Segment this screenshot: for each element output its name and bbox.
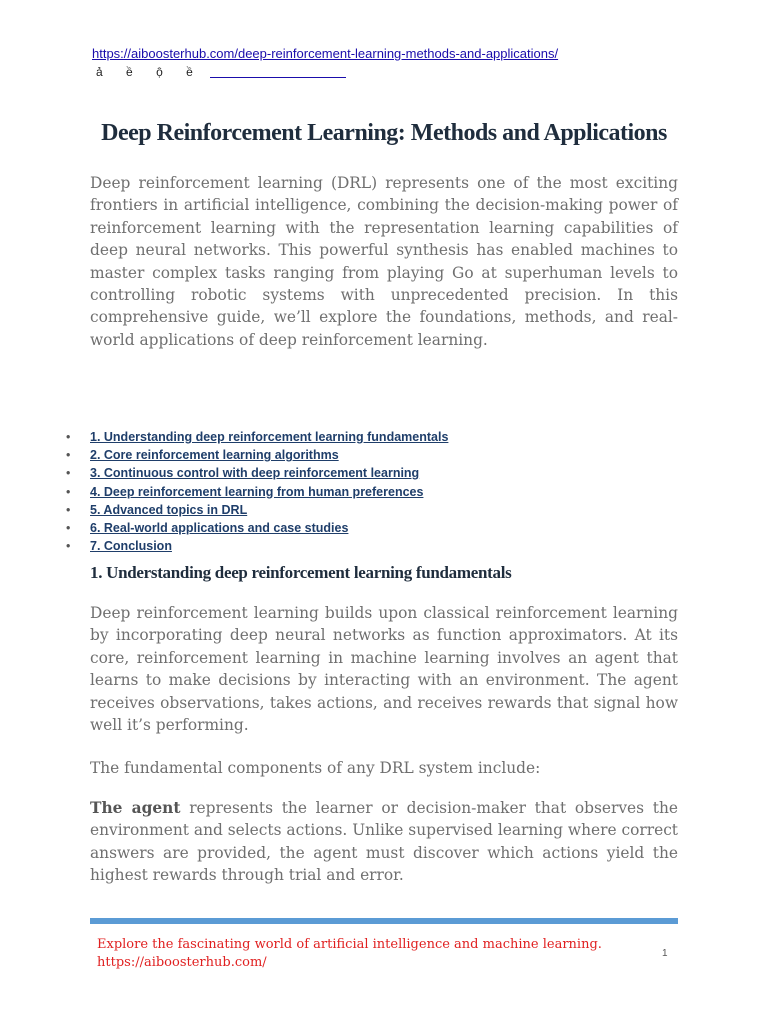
toc-link[interactable]: 1. Understanding deep reinforcement learning fundamentals [90,430,449,444]
bullet-icon: • [66,466,71,481]
header-url-link[interactable]: https://aiboosterhub.com/deep-reinforcement-learning-methods-and-applications/ [92,46,559,61]
section-heading: 1. Understanding deep reinforcement learning fundamentals [90,563,512,582]
header-glyph: ề [126,65,133,79]
header-glyph-row [96,65,346,79]
bullet-icon: • [66,539,71,554]
header-underline-blank [210,77,346,78]
toc-item [66,501,448,519]
header-glyph: ề [186,65,193,79]
toc-link[interactable]: 2. Core reinforcement learning algorithms [90,448,339,463]
toc-item [66,519,448,537]
agent-description: represents the learner or decision-maker that observes the environment and selects actions. Unlike supervised learning where correct answers are provided, the agent must discover which actions yield the highest rewards through trial and error. [90,799,678,885]
bullet-icon: • [66,502,71,517]
toc-item [66,537,448,555]
bullet-icon: • [66,448,71,463]
bullet-icon: • [66,520,71,535]
footer-divider [90,918,678,924]
toc-link[interactable]: 4. Deep reinforcement learning from human preferences [90,484,424,499]
toc-item [66,446,448,464]
toc-item [66,428,448,446]
agent-term: The agent [90,799,181,817]
toc-link[interactable]: 6. Real-world applications and case studies [90,520,349,535]
components-intro-paragraph: The fundamental components of any DRL system include: [90,759,541,777]
bullet-icon: • [66,484,71,499]
document-title: Deep Reinforcement Learning: Methods and Applications [101,120,667,146]
intro-paragraph: Deep reinforcement learning (DRL) represents one of the most exciting frontiers in artificial intelligence, combining the decision-making power of reinforcement learning with the representation learning capabilities of deep neural networks. This powerful synthesis has enabled machines to master complex tasks ranging from playing Go at superhuman levels to controlling robotic systems with unprecedented precision. In this comprehensive guide, we’ll explore the foundations, methods, and real-world applications of deep reinforcement learning. [90,174,678,349]
toc-item [66,464,448,482]
footer-url[interactable]: https://aiboosterhub.com/ [97,955,267,970]
toc-link[interactable]: 7. Conclusion [90,539,172,554]
bullet-icon: • [66,430,71,444]
section-paragraph: Deep reinforcement learning builds upon classical reinforcement learning by incorporating deep neural networks as function approximators. At its core, reinforcement learning in machine learning involves an agent that learns to make decisions by interacting with an environment. The agent receives observations, takes actions, and receives rewards that signal how well it’s performing. [90,604,678,735]
footer-text [97,936,602,972]
agent-paragraph [90,797,678,887]
header-glyph: ả [96,65,103,79]
table-of-contents [66,428,448,555]
toc-item [66,483,448,501]
header-glyph: ộ [156,65,163,79]
footer-tagline: Explore the fascinating world of artificial intelligence and machine learning. [97,937,602,952]
toc-link[interactable]: 3. Continuous control with deep reinforcement learning [90,466,420,481]
toc-link[interactable]: 5. Advanced topics in DRL [90,502,248,517]
page-number: 1 [662,948,668,959]
